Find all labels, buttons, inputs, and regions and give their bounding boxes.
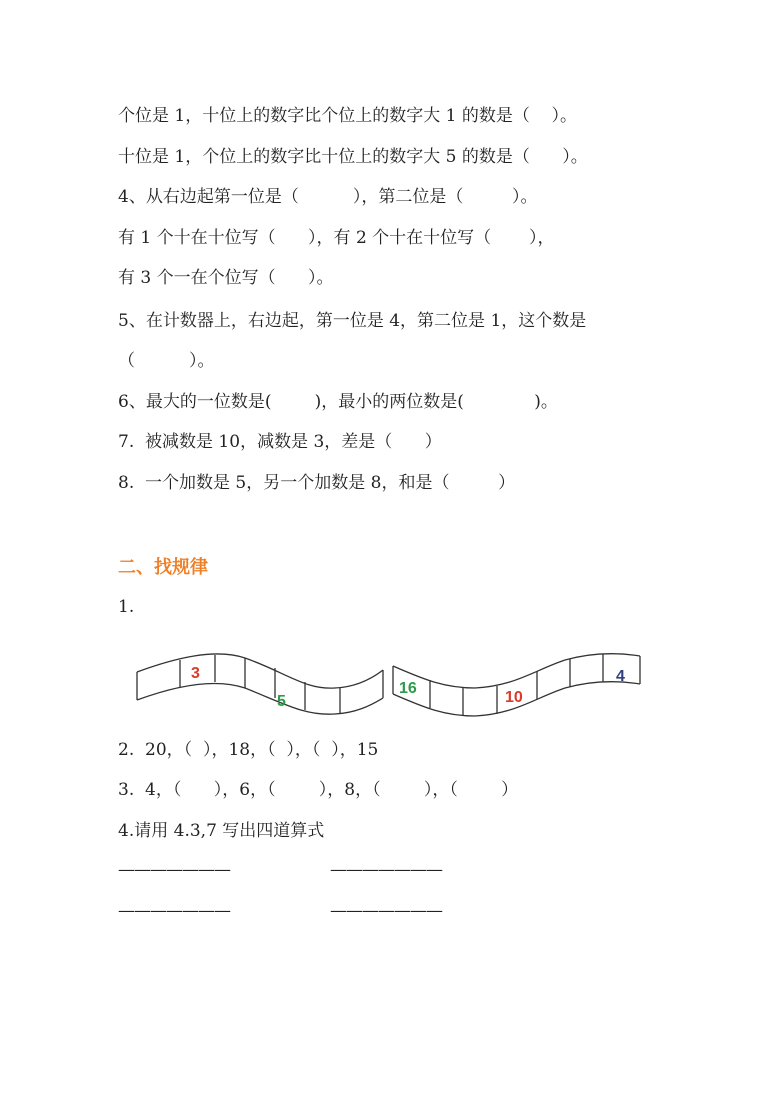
- pattern-question-1-label: 1.: [118, 597, 135, 617]
- question-line-4: 有 1 个十在十位写（ ），有 2 个十在十位写（ ），: [118, 228, 555, 248]
- pattern-question-2: 2. 20，（ ），18，（ ），（ ），15: [118, 740, 379, 760]
- ribbon-number-3: 3: [191, 665, 200, 682]
- ribbon-number-10: 10: [505, 689, 523, 706]
- section-heading-find-pattern: 二、找规律: [118, 557, 208, 578]
- ribbon-number-4: 4: [616, 668, 625, 685]
- answer-line: ———————: [118, 901, 230, 921]
- question-line-7: （ ）。: [118, 351, 215, 371]
- number-ribbon-figure: [135, 650, 645, 730]
- question-line-10: 8. 一个加数是 5，另一个加数是 8，和是（ ）: [118, 473, 516, 493]
- question-line-3: 4、从右边起第一位是（ ），第二位是（ ）。: [118, 187, 538, 207]
- left-ribbon: [137, 654, 383, 714]
- question-line-1: 个位是 1，十位上的数字比个位上的数字大 1 的数是（ ）。: [118, 106, 577, 126]
- pattern-question-4: 4.请用 4.3,7 写出四道算式: [118, 821, 325, 841]
- answer-line: ———————: [330, 901, 442, 921]
- answer-line: ———————: [330, 860, 442, 880]
- ribbon-number-5: 5: [277, 693, 286, 710]
- right-ribbon: [393, 654, 640, 716]
- question-line-6: 5、在计数器上，右边起，第一位是 4，第二位是 1，这个数是: [118, 311, 587, 331]
- answer-line: ———————: [118, 860, 230, 880]
- question-line-5: 有 3 个一在个位写（ ）。: [118, 268, 334, 288]
- question-line-9: 7. 被减数是 10，减数是 3，差是（ ）: [118, 432, 442, 452]
- question-line-2: 十位是 1，个位上的数字比十位上的数字大 5 的数是（ ）。: [118, 147, 588, 167]
- ribbon-number-16: 16: [399, 680, 417, 697]
- pattern-question-3: 3. 4，（ ），6，（ ），8，（ ），（ ）: [118, 780, 519, 800]
- question-line-8: 6、最大的一位数是( )，最小的两位数是( )。: [118, 392, 558, 412]
